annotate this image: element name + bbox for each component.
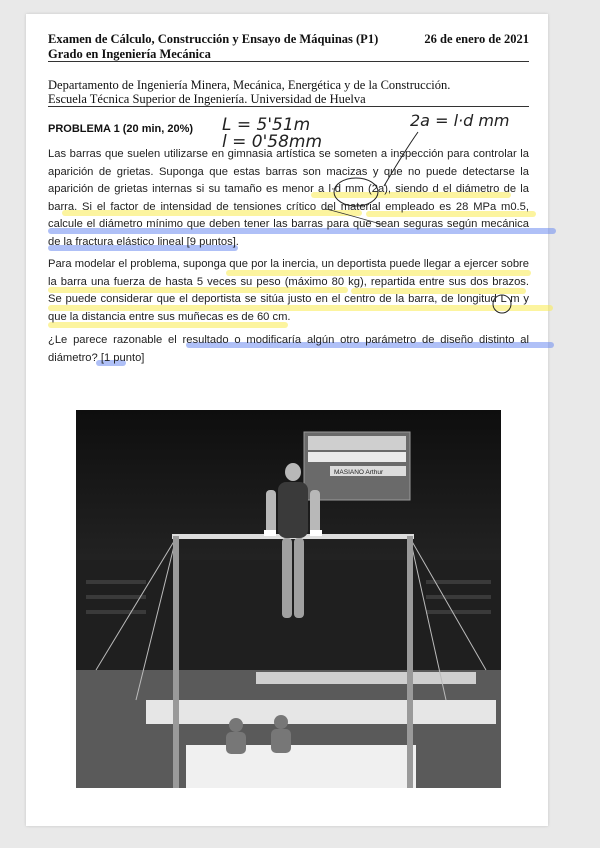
scoreboard-name: MASIANO Arthur (334, 469, 384, 476)
exam-page (26, 14, 548, 826)
department-line: Departamento de Ingeniería Minera, Mecánica, Energética y de la Construcción. (48, 78, 451, 92)
exam-title: Examen de Cálculo, Construcción y Ensayo de Máquinas (P1) (48, 32, 379, 46)
problem-paragraph-1: Las barras que suelen utilizarse en gimnasia artística se someten a inspección para controlar la aparición de grietas. Suponga que estas barras son macizas y que no puede detectarse la aparición de grietas internas si su tamaño es menor a l·d mm (2a), siendo d el diámetro de la barra. Si el factor de intensidad de tensiones crítico del material empleado es 28 MPa m0.5, calcule el diámetro mínimo que deben tener las barras para que sean seguras según mecánica de la fractura elástico lineal [9 puntos]. (48, 148, 529, 248)
exam-date: 26 de enero de 2021 (424, 32, 529, 46)
exam-degree: Grado en Ingeniería Mecánica (48, 47, 211, 61)
exam-header (48, 32, 529, 62)
problem-paragraph-3: ¿Le parece razonable el resultado o modificaría algún otro parámetro de diseño distinto al diámetro? [1 punto] (48, 334, 529, 364)
note-two-a: 2a = l·d mm (410, 111, 510, 130)
department-divider (48, 106, 529, 107)
problem-paragraph-2: Para modelar el problema, suponga que por la inercia, un deportista puede llegar a ejercer sobre la barra una fuerza de hasta 5 veces su peso (máximo 80 kg), repartida entre sus dos brazos. Se puede considerar que el deportista se sitúa justo en el centro de la barra, de longitud L m y que la distancia entre sus muñecas es de 60 cm. (48, 258, 529, 323)
note-crack-size: l = 0'58mm (222, 132, 323, 152)
problem-title: PROBLEMA 1 (20 min, 20%) (48, 123, 194, 135)
note-bar-length: L = 5'51m (222, 115, 311, 135)
school-line: Escuela Técnica Superior de Ingeniería. Universidad de Huelva (48, 92, 366, 106)
gymnast-photo (76, 410, 501, 788)
header-divider (48, 61, 529, 62)
department-block (48, 78, 529, 106)
